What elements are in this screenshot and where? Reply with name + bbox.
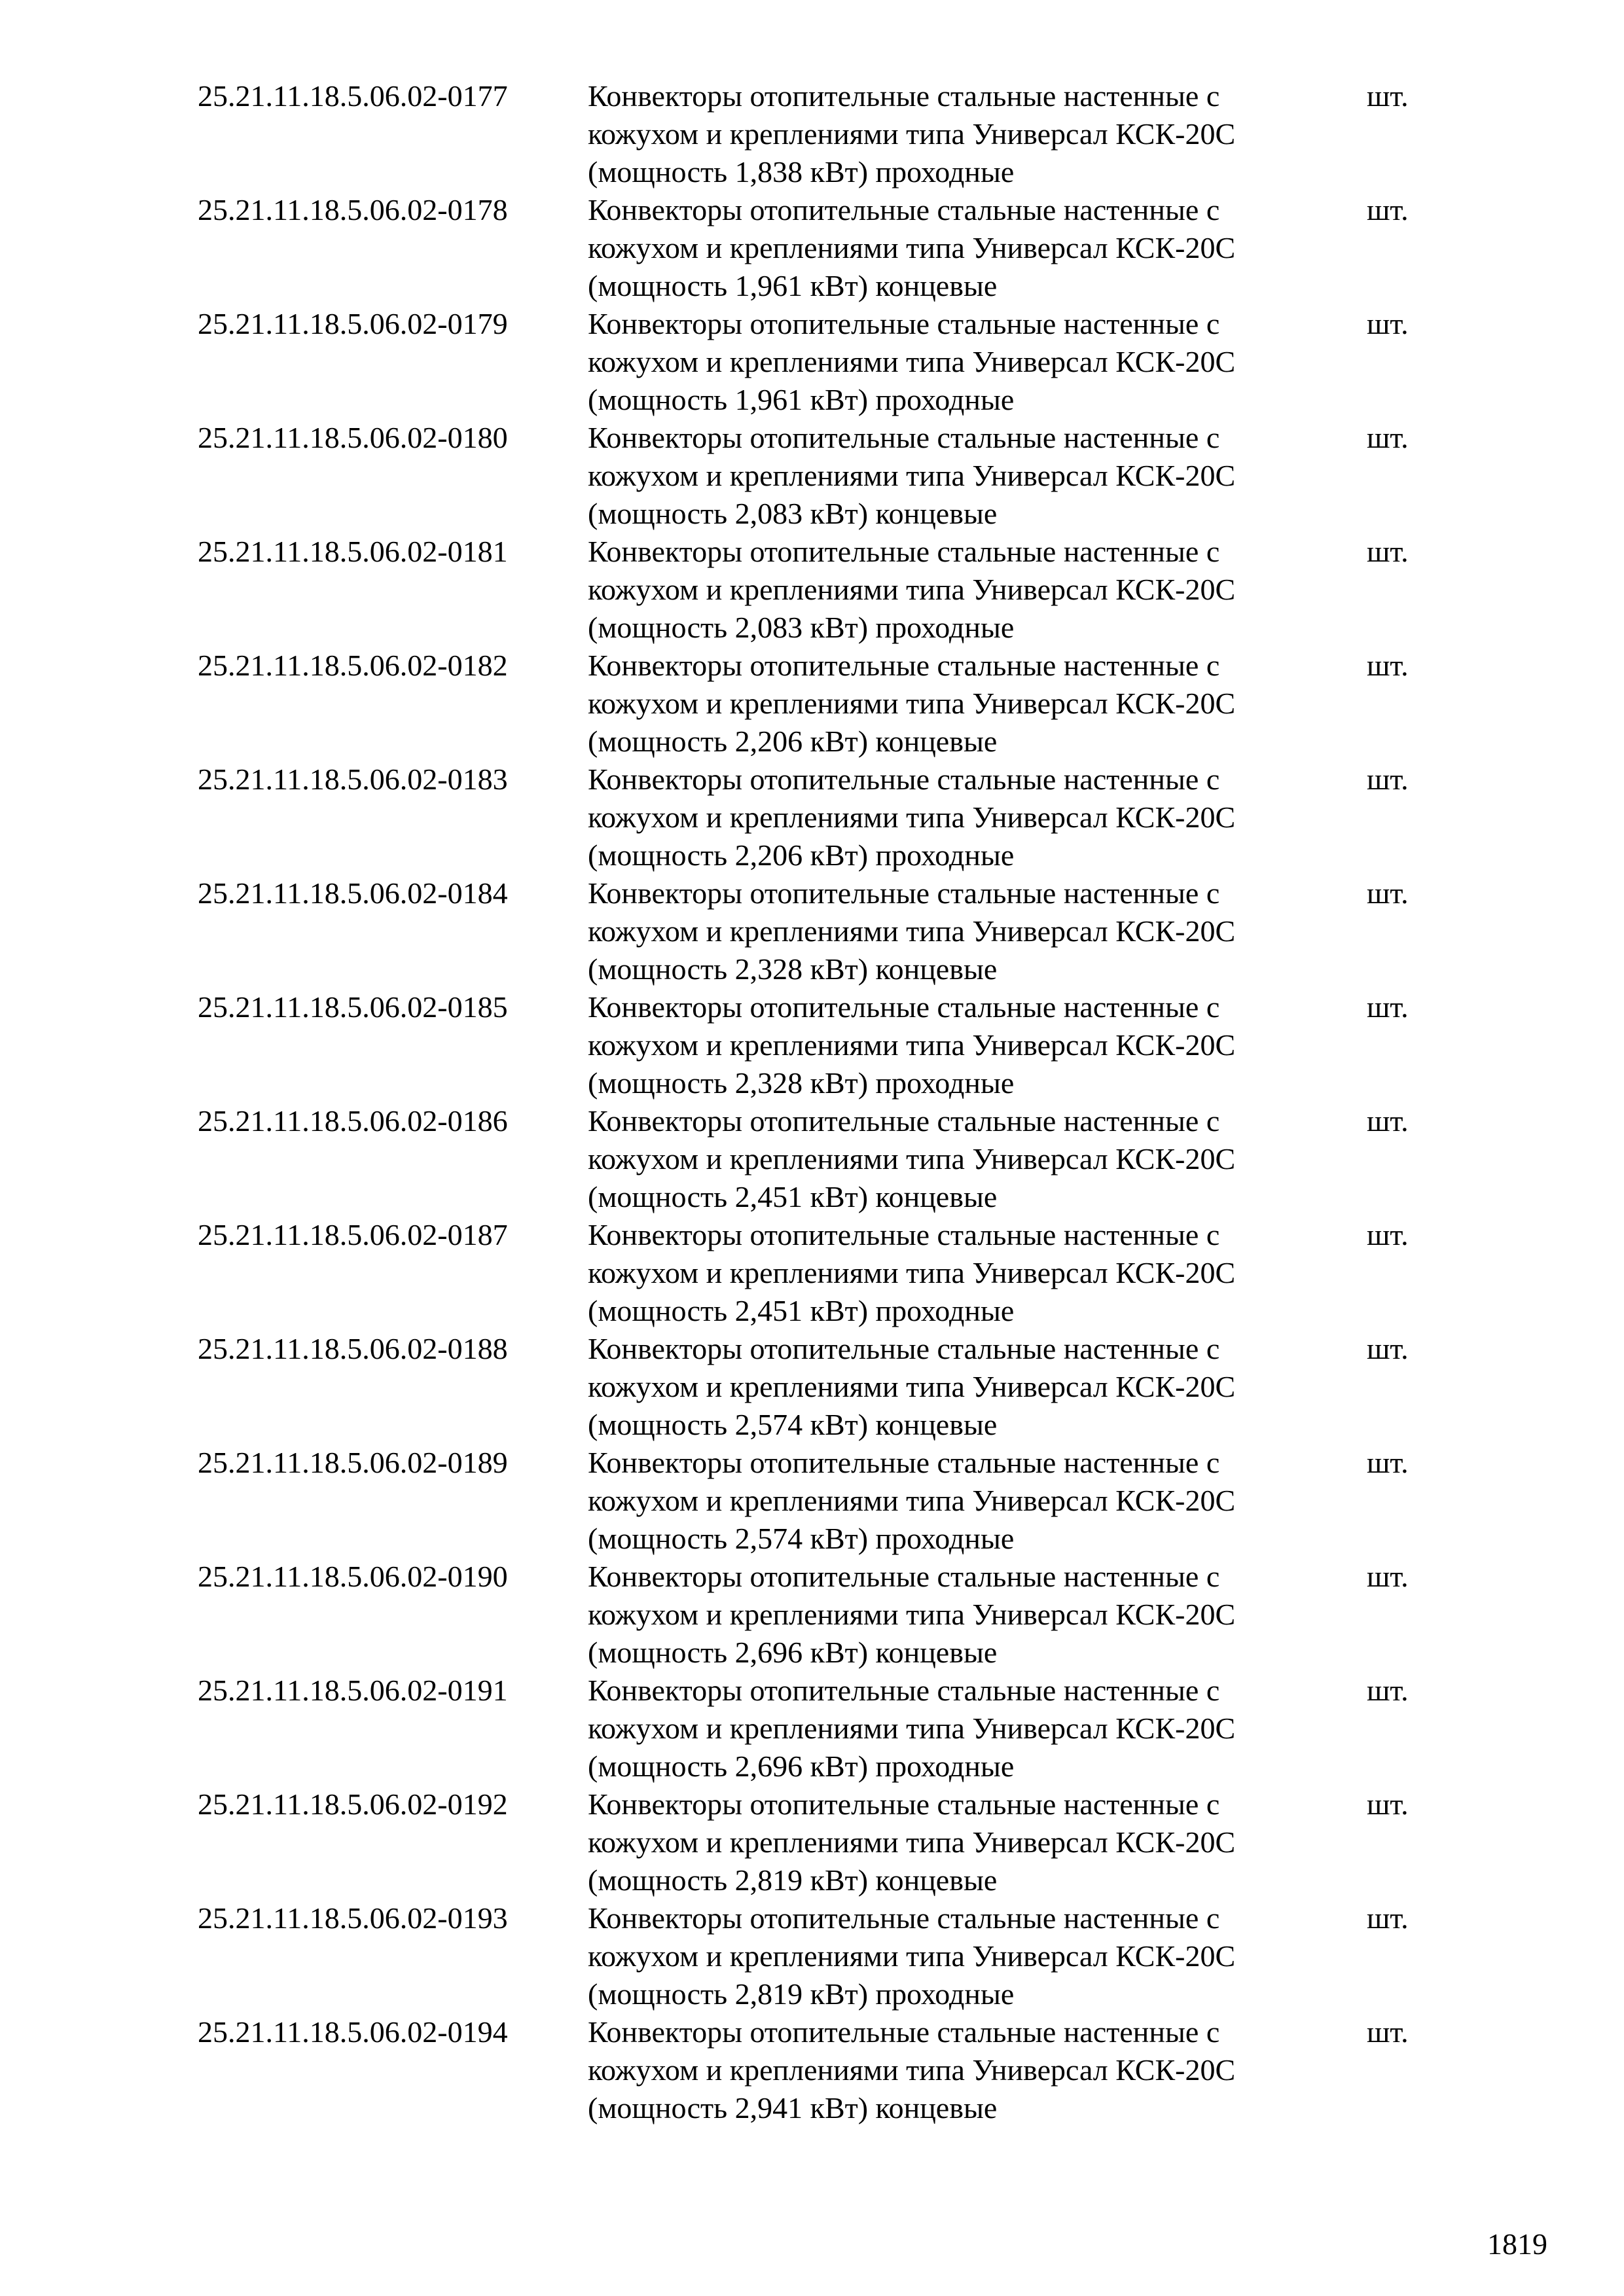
unit-of-measure: шт. [1367, 2015, 1409, 2049]
resource-code: 25.21.11.18.5.06.02-0177 [198, 79, 508, 113]
table-row [198, 2013, 1441, 2127]
table-row [198, 1899, 1441, 2013]
table-row [198, 1216, 1441, 1330]
table-row [198, 1785, 1441, 1899]
unit-of-measure: шт. [1367, 79, 1409, 113]
resource-code: 25.21.11.18.5.06.02-0178 [198, 193, 508, 226]
resource-description [588, 533, 1367, 647]
resource-code: 25.21.11.18.5.06.02-0193 [198, 1901, 508, 1935]
table-row [198, 1672, 1441, 1785]
description-line: Конвекторы отопительные стальные настенные с [588, 649, 1220, 682]
unit-of-measure: шт. [1367, 1560, 1409, 1593]
description-line: (мощность 2,696 кВт) проходные [588, 1749, 1015, 1783]
unit-of-measure: шт. [1367, 1332, 1409, 1365]
description-line: Конвекторы отопительные стальные настенные с [588, 1901, 1220, 1935]
description-line: кожухом и креплениями типа Универсал КСК-20С [588, 687, 1236, 720]
description-line: (мощность 2,206 кВт) концевые [588, 725, 998, 758]
table-row [198, 1558, 1441, 1672]
description-line: Конвекторы отопительные стальные настенные с [588, 762, 1220, 796]
resource-code: 25.21.11.18.5.06.02-0184 [198, 876, 508, 910]
description-line: Конвекторы отопительные стальные настенные с [588, 1560, 1220, 1593]
unit-of-measure: шт. [1367, 193, 1409, 226]
table-row [198, 1102, 1441, 1216]
description-line: Конвекторы отопительные стальные настенные с [588, 2015, 1220, 2049]
resource-description [588, 1216, 1367, 1330]
unit-of-measure: шт. [1367, 649, 1409, 682]
resource-code: 25.21.11.18.5.06.02-0181 [198, 535, 508, 568]
page-number: 1819 [1487, 2227, 1547, 2261]
table-row [198, 647, 1441, 761]
table-row [198, 191, 1441, 305]
unit-of-measure: шт. [1367, 307, 1409, 340]
unit-of-measure: шт. [1367, 1674, 1409, 1707]
description-line: (мощность 2,206 кВт) проходные [588, 838, 1015, 872]
description-line: (мощность 2,819 кВт) проходные [588, 1977, 1015, 2011]
description-line: Конвекторы отопительные стальные настенные с [588, 876, 1220, 910]
description-line: (мощность 2,819 кВт) концевые [588, 1863, 998, 1897]
resource-description [588, 647, 1367, 761]
description-line: (мощность 1,838 кВт) проходные [588, 155, 1015, 188]
description-line: Конвекторы отопительные стальные настенные с [588, 990, 1220, 1024]
resource-code: 25.21.11.18.5.06.02-0186 [198, 1104, 508, 1138]
description-line: кожухом и креплениями типа Универсал КСК-20С [588, 1939, 1236, 1973]
resource-description [588, 191, 1367, 305]
resource-code: 25.21.11.18.5.06.02-0191 [198, 1674, 508, 1707]
resource-table [198, 77, 1441, 2127]
resource-description [588, 77, 1367, 191]
unit-of-measure: шт. [1367, 1218, 1409, 1251]
unit-of-measure: шт. [1367, 762, 1409, 796]
description-line: (мощность 2,574 кВт) проходные [588, 1522, 1015, 1555]
unit-of-measure: шт. [1367, 421, 1409, 454]
description-line: кожухом и креплениями типа Универсал КСК-20С [588, 117, 1236, 151]
description-line: (мощность 2,328 кВт) проходные [588, 1066, 1015, 1100]
unit-of-measure: шт. [1367, 876, 1409, 910]
resource-description [588, 1558, 1367, 1672]
description-line: (мощность 2,451 кВт) концевые [588, 1180, 998, 1213]
unit-of-measure: шт. [1367, 1901, 1409, 1935]
resource-code: 25.21.11.18.5.06.02-0185 [198, 990, 508, 1024]
resource-description [588, 1102, 1367, 1216]
description-line: Конвекторы отопительные стальные настенные с [588, 1332, 1220, 1365]
resource-description [588, 1672, 1367, 1785]
description-line: (мощность 2,574 кВт) концевые [588, 1408, 998, 1441]
resource-code: 25.21.11.18.5.06.02-0192 [198, 1787, 508, 1821]
unit-of-measure: шт. [1367, 1446, 1409, 1479]
unit-of-measure: шт. [1367, 990, 1409, 1024]
table-row [198, 419, 1441, 533]
description-line: (мощность 1,961 кВт) проходные [588, 383, 1015, 416]
resource-description [588, 1330, 1367, 1444]
table-row [198, 761, 1441, 874]
resource-code: 25.21.11.18.5.06.02-0183 [198, 762, 508, 796]
description-line: кожухом и креплениями типа Универсал КСК-20С [588, 800, 1236, 834]
description-line: кожухом и креплениями типа Универсал КСК-20С [588, 2053, 1236, 2087]
table-row [198, 77, 1441, 191]
description-line: Конвекторы отопительные стальные настенные с [588, 1446, 1220, 1479]
description-line: кожухом и креплениями типа Универсал КСК-20С [588, 1028, 1236, 1062]
description-line: кожухом и креплениями типа Универсал КСК-20С [588, 1598, 1236, 1631]
resource-description [588, 1785, 1367, 1899]
description-line: Конвекторы отопительные стальные настенные с [588, 79, 1220, 113]
description-line: Конвекторы отопительные стальные настенные с [588, 307, 1220, 340]
description-line: кожухом и креплениями типа Универсал КСК-20С [588, 1825, 1236, 1859]
description-line: (мощность 2,328 кВт) концевые [588, 952, 998, 986]
description-line: кожухом и креплениями типа Универсал КСК-20С [588, 345, 1236, 378]
unit-of-measure: шт. [1367, 1104, 1409, 1138]
description-line: кожухом и креплениями типа Универсал КСК-20С [588, 231, 1236, 264]
table-row [198, 1330, 1441, 1444]
table-row [198, 988, 1441, 1102]
description-line: Конвекторы отопительные стальные настенные с [588, 421, 1220, 454]
description-line: Конвекторы отопительные стальные настенные с [588, 1218, 1220, 1251]
table-row [198, 533, 1441, 647]
resource-code: 25.21.11.18.5.06.02-0187 [198, 1218, 508, 1251]
description-line: Конвекторы отопительные стальные настенные с [588, 1104, 1220, 1138]
unit-of-measure: шт. [1367, 1787, 1409, 1821]
description-line: (мощность 2,083 кВт) проходные [588, 611, 1015, 644]
resource-code: 25.21.11.18.5.06.02-0188 [198, 1332, 508, 1365]
description-line: кожухом и креплениями типа Универсал КСК-20С [588, 1484, 1236, 1517]
resource-description [588, 761, 1367, 874]
resource-code: 25.21.11.18.5.06.02-0190 [198, 1560, 508, 1593]
resource-description [588, 874, 1367, 988]
unit-of-measure: шт. [1367, 535, 1409, 568]
description-line: кожухом и креплениями типа Универсал КСК-20С [588, 573, 1236, 606]
resource-description [588, 988, 1367, 1102]
description-line: кожухом и креплениями типа Универсал КСК-20С [588, 1370, 1236, 1403]
resource-description [588, 2013, 1367, 2127]
description-line: Конвекторы отопительные стальные настенные с [588, 535, 1220, 568]
resource-description [588, 1899, 1367, 2013]
description-line: Конвекторы отопительные стальные настенные с [588, 1787, 1220, 1821]
resource-code: 25.21.11.18.5.06.02-0189 [198, 1446, 508, 1479]
description-line: кожухом и креплениями типа Универсал КСК-20С [588, 1256, 1236, 1289]
resource-code: 25.21.11.18.5.06.02-0179 [198, 307, 508, 340]
resource-code: 25.21.11.18.5.06.02-0194 [198, 2015, 508, 2049]
description-line: (мощность 2,696 кВт) концевые [588, 1636, 998, 1669]
description-line: (мощность 2,941 кВт) концевые [588, 2091, 998, 2125]
description-line: (мощность 2,083 кВт) концевые [588, 497, 998, 530]
description-line: (мощность 2,451 кВт) проходные [588, 1294, 1015, 1327]
description-line: кожухом и креплениями типа Универсал КСК-20С [588, 914, 1236, 948]
description-line: (мощность 1,961 кВт) концевые [588, 269, 998, 302]
resource-description [588, 305, 1367, 419]
table-row [198, 1444, 1441, 1558]
resource-description [588, 419, 1367, 533]
description-line: Конвекторы отопительные стальные настенные с [588, 1674, 1220, 1707]
description-line: кожухом и креплениями типа Универсал КСК-20С [588, 1712, 1236, 1745]
resource-description [588, 1444, 1367, 1558]
table-row [198, 305, 1441, 419]
description-line: кожухом и креплениями типа Универсал КСК-20С [588, 459, 1236, 492]
resource-code: 25.21.11.18.5.06.02-0180 [198, 421, 508, 454]
table-row [198, 874, 1441, 988]
description-line: Конвекторы отопительные стальные настенные с [588, 193, 1220, 226]
resource-code: 25.21.11.18.5.06.02-0182 [198, 649, 508, 682]
description-line: кожухом и креплениями типа Универсал КСК-20С [588, 1142, 1236, 1175]
